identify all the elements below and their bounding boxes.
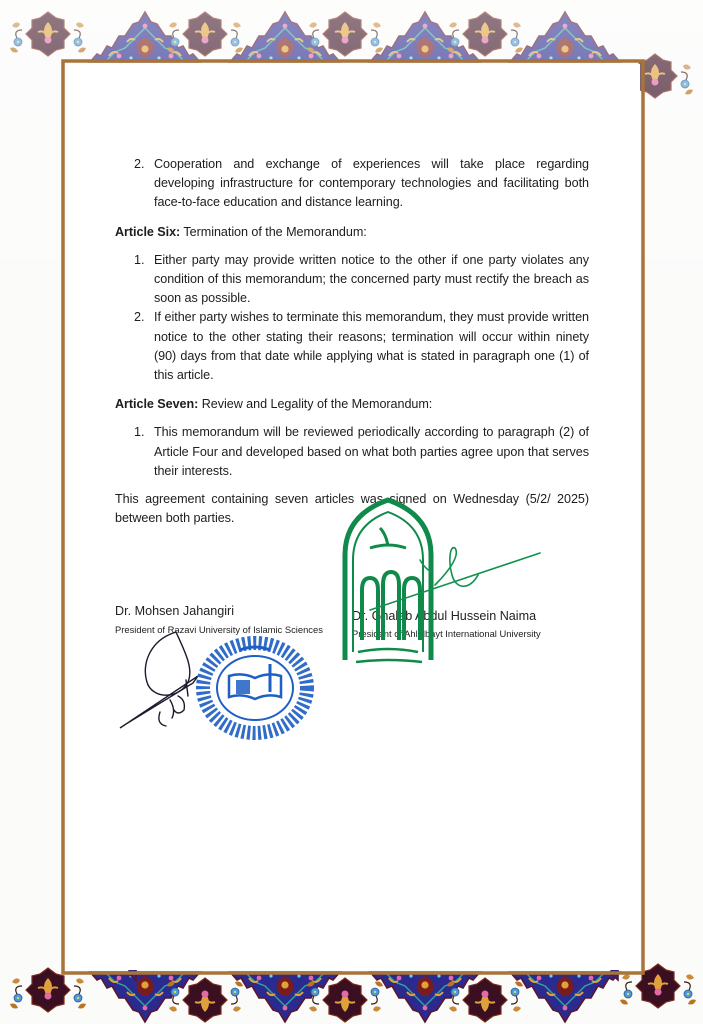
closing-statement: This agreement containing seven articles was signed on Wednesday (5/2/ 2025) between both parties. — [115, 492, 589, 526]
item-text: If either party wishes to terminate this memorandum, they must provide written notice to the other stating their reasons; termination will occur within ninety (90) days from that date while applying what is stated in paragraph one (1) of this article. — [154, 310, 589, 383]
item-number: 1. — [134, 425, 145, 440]
item-text: Either party may provide written notice to the other if one party violates any condition of this memorandum; the concerned party must rectify the breach as soon as possible. — [154, 252, 589, 306]
item-number: 2. — [134, 310, 145, 325]
article-six-item-1 — [115, 251, 589, 309]
signatory-1-title: President of Razavi University of Islamic Sciences — [115, 624, 323, 635]
article-six-item-2 — [115, 308, 589, 385]
article-title: Termination of the Memorandum: — [180, 224, 367, 239]
article-five-item-2 — [115, 155, 589, 213]
article-six-heading — [115, 223, 589, 242]
item-number: 1. — [134, 252, 145, 267]
article-label: Article Six: — [115, 224, 181, 239]
signatory-1-name: Dr. Mohsen Jahangiri — [115, 604, 235, 618]
signatory-2-title: President of Ahlulbayt International University — [352, 628, 541, 639]
article-title: Review and Legality of the Memorandum: — [198, 397, 433, 412]
item-number: 2. — [134, 157, 145, 171]
item-text: Cooperation and exchange of experiences will take place regarding developing infrastructure for contemporary technologies and facilitating both face-to-face education and distance learning. — [154, 157, 589, 210]
article-seven-heading — [115, 395, 589, 414]
article-seven-item-1 — [115, 423, 589, 481]
article-label: Article Seven: — [115, 397, 199, 412]
document-body — [115, 155, 589, 528]
signatory-2-name: Dr. Ghaleb Abdul Hussein Naima — [352, 609, 537, 623]
item-text: This memorandum will be reviewed periodically according to paragraph (2) of Article Four and developed based on what both parties agree upon that serves their interests. — [154, 425, 589, 478]
